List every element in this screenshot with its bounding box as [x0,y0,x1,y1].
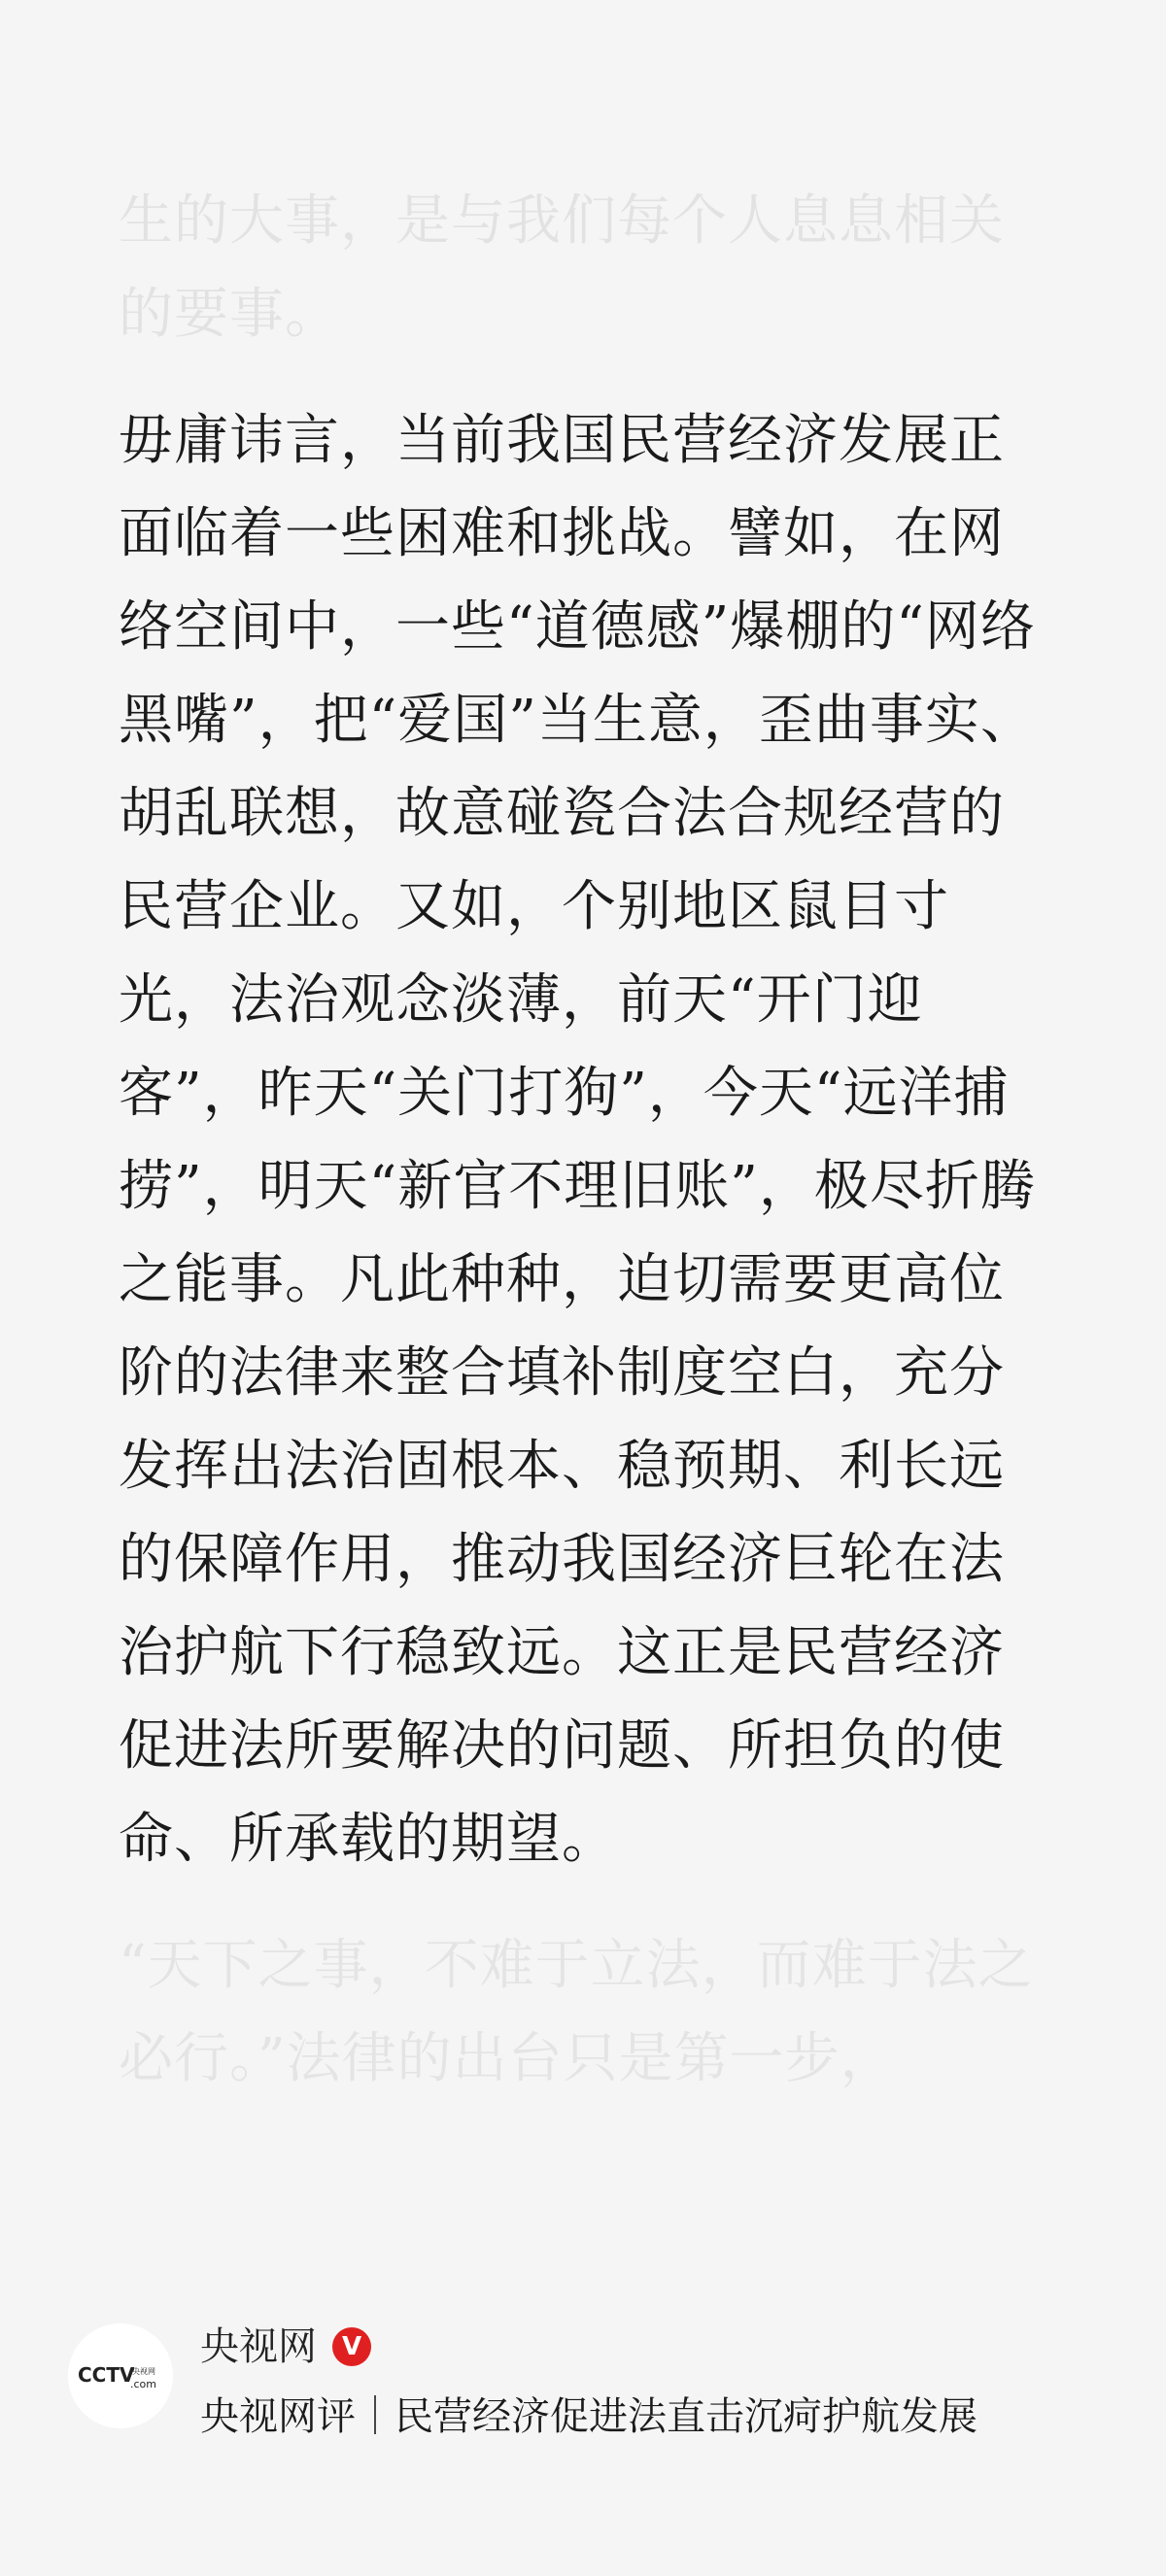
avatar-sub-text: 央视网 [132,2367,155,2376]
svg-text:.com: .com [130,2378,156,2390]
source-card[interactable] [68,2320,1098,2514]
article-paragraph-main: 毋庸讳言，当前我国民营经济发展正面临着一些困难和挑战。譬如，在网络空间中，一些“道德感”爆棚的“网络黑嘴”，把“爱国”当生意，歪曲事实、胡乱联想，故意碰瓷合法合规经营的民营企业。又如，个别地区鼠目寸光，法治观念淡薄，前天“开门迎客”，昨天“关门打狗”，今天“远洋捕捞”，明天“新官不理旧账”，极尽折腾之能事。凡此种种，迫切需要更高位阶的法律来整合填补制度空白，充分发挥出法治固根本、稳预期、利长远的保障作用，推动我国经济巨轮在法治护航下行稳致远。这正是民营经济促进法所要解决的问题、所担负的使命、所承载的期望。 [119,409,1036,1871]
svg-text:CCTV: CCTV [78,2363,135,2387]
author-row[interactable] [200,2320,371,2374]
cctv-logo-icon [68,2323,173,2428]
author-name[interactable]: 央视网 [200,2324,317,2369]
article-body [119,175,1053,2106]
article-paragraph-faded-top: 生的大事，是与我们每个人息息相关的要事。 [119,189,1005,346]
article-paragraph-faded-bottom: “天下之事，不难于立法，而难于法之必行。”法律的出台只是第一步， [119,1934,1034,2090]
verified-badge-icon: V [332,2327,371,2366]
source-article-title[interactable]: 央视网评｜民营经济促进法直击沉疴护航发展 [200,2394,977,2439]
avatar[interactable] [68,2323,173,2428]
